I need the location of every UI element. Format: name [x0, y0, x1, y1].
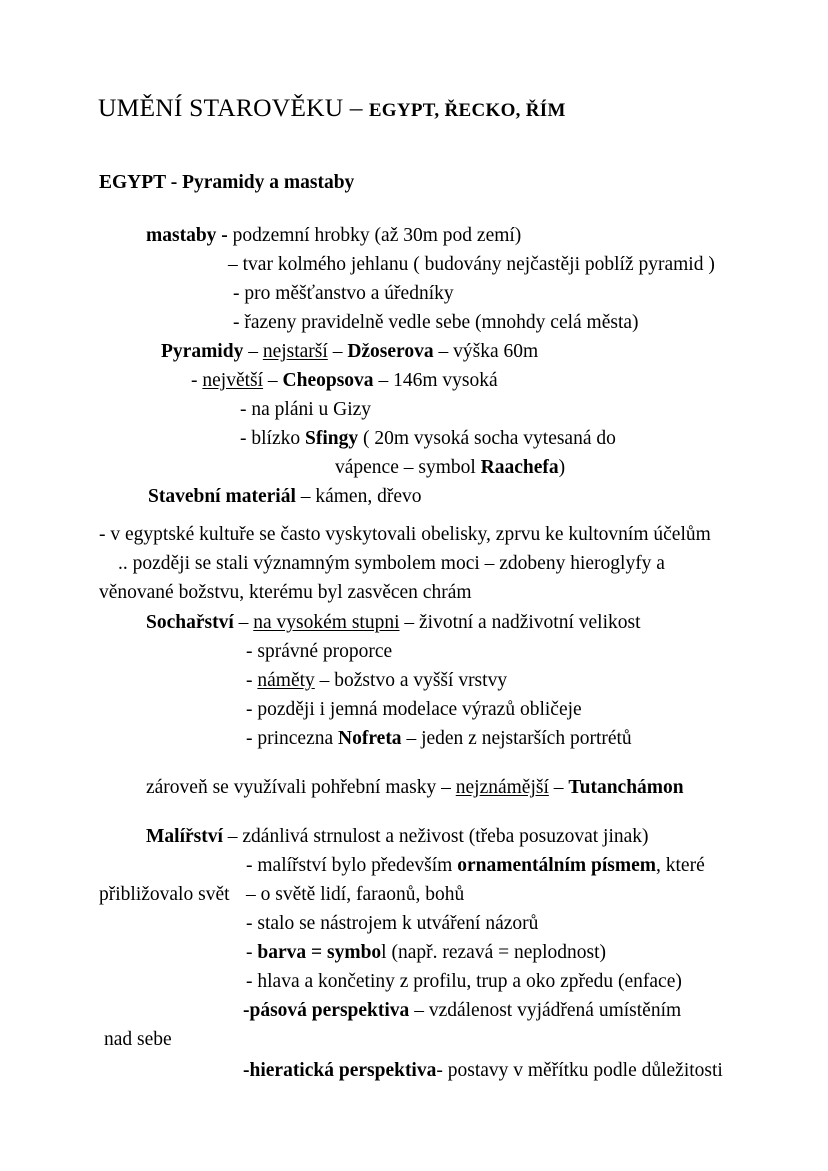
pyramidy-line-2-tail: – 146m vysoká [373, 370, 498, 391]
pyramidy-dzoserova: Džoserova [347, 341, 434, 362]
socharstvi-dash-1: – [233, 612, 254, 633]
pyramidy-line-5 [335, 458, 565, 478]
socharstvi-na-vysokem-stupni: na vysokém stupni [253, 612, 400, 633]
pyramidy-line-4-tail: ( 20m vysoká socha vytesaná do [358, 428, 616, 449]
masky-nejznamejsi: nejznámější [455, 777, 549, 798]
stavebni-material-tail: – kámen, dřevo [295, 486, 422, 507]
malirstvi-line-1-tail: – zdánlivá strnulost a neživost (třeba posuzovat jinak) [222, 826, 649, 847]
malirstvi-hieraticka-perspektiva: -hieratická perspektiva [243, 1060, 437, 1081]
malirstvi-line-9 [243, 1061, 723, 1081]
socharstvi-line-2: - správné proporce [246, 641, 393, 662]
malirstvi-line-2 [246, 856, 705, 876]
socharstvi-line-3-tail: – božstvo a vyšší vrstvy [314, 670, 508, 691]
malirstvi-line-7 [243, 1001, 681, 1021]
obelisky-line-3: věnované božstvu, kterému byl zasvěcen chrám [99, 582, 472, 603]
section-heading-egypt: EGYPT - Pyramidy a mastaby [99, 172, 355, 193]
malirstvi-ornamentalnim-pismem: ornamentálním písmem [457, 855, 656, 876]
pyramidy-cheopsova: Cheopsova [282, 370, 374, 391]
mastaby-line-2: – tvar kolmého jehlanu ( budovány nejčastěji poblíž pyramid ) [228, 254, 715, 275]
malirstvi-line-3-left: přibližovalo svět [99, 884, 230, 905]
malirstvi-line-3-right: – o světě lidí, faraonů, bohů [246, 884, 465, 905]
masky-mid: – [548, 777, 569, 798]
pyramidy-nejvetsi: největší [202, 370, 264, 391]
title-subtitle-text: EGYPT, ŘECKO, ŘÍM [368, 100, 566, 121]
pyramidy-dash-1: – [243, 341, 263, 362]
pyramidy-line-1-tail: – výška 60m [433, 341, 539, 362]
malirstvi-line-5-tail: (např. rezavá = neplodnost) [386, 942, 607, 963]
pyramidy-line-1 [161, 342, 538, 362]
pyramidy-label: Pyramidy [161, 341, 244, 362]
stavebni-material-line [148, 487, 422, 507]
socharstvi-line-1 [146, 613, 641, 633]
malirstvi-line-7-tail: – vzdálenost vyjádřená umístěním [409, 1000, 682, 1021]
obelisky-line-1: - v egyptské kultuře se často vyskytovali obelisky, zprvu ke kultovním účelům [99, 524, 711, 545]
pyramidy-line-5-tail: ) [558, 457, 566, 478]
malirstvi-line-9-tail: - postavy v měřítku podle důležitosti [436, 1060, 723, 1081]
masky-pre: zároveň se využívali pohřební masky – [146, 777, 456, 798]
pyramidy-line-2 [191, 371, 498, 391]
malirstvi-barva-symbol-tail: l [381, 942, 387, 963]
mastaby-line-1 [146, 226, 521, 246]
malirstvi-label: Malířství [146, 826, 223, 847]
pyramidy-line-2-dash: – [263, 370, 283, 391]
socharstvi-namety: náměty [257, 670, 315, 691]
pyramidy-line-2-bullet: - [191, 370, 203, 391]
masky-line [146, 778, 684, 798]
socharstvi-line-3-bullet: - [246, 670, 258, 691]
pyramidy-nejstarsi: nejstarší [262, 341, 328, 362]
pyramidy-sfingy: Sfingy [304, 428, 359, 449]
pyramidy-line-4-pre: - blízko [240, 428, 305, 449]
socharstvi-label: Sochařství [146, 612, 234, 633]
title-main-text: UMĚNÍ STAROVĚKU [98, 93, 344, 122]
masky-tutanchamon: Tutanchámon [568, 777, 684, 798]
malirstvi-barva-symbol: barva = symbo [257, 942, 382, 963]
malirstvi-line-1 [146, 827, 649, 847]
pyramidy-line-3: - na pláni u Gizy [240, 399, 372, 420]
malirstvi-line-2-tail: , které [656, 855, 705, 876]
obelisky-line-2: .. později se stali významným symbolem moci – zdobeny hieroglyfy a [118, 553, 665, 574]
malirstvi-line-4: - stalo se nástrojem k utváření názorů [246, 913, 539, 934]
pyramidy-dash-2: – [327, 341, 348, 362]
malirstvi-line-5-bullet: - [246, 942, 258, 963]
socharstvi-line-4: - později i jemná modelace výrazů obličeje [246, 699, 582, 720]
malirstvi-line-5 [246, 943, 606, 963]
malirstvi-line-2-pre: - malířství bylo především [246, 855, 458, 876]
socharstvi-line-5-tail: – jeden z nejstarších portrétů [401, 728, 632, 749]
pyramidy-line-4 [240, 429, 616, 449]
mastaby-line-4: - řazeny pravidelně vedle sebe (mnohdy celá města) [233, 312, 639, 333]
pyramidy-raachefa: Raachefa [480, 457, 559, 478]
malirstvi-line-6: - hlava a končetiny z profilu, trup a oko zpředu (enface) [246, 971, 682, 992]
socharstvi-line-1-tail: – životní a nadživotní velikost [399, 612, 641, 633]
page-title [98, 95, 566, 121]
socharstvi-line-5-pre: - princezna [246, 728, 339, 749]
socharstvi-line-5 [246, 729, 632, 749]
socharstvi-nofreta: Nofreta [338, 728, 402, 749]
malirstvi-pasova-perspektiva: -pásová perspektiva [243, 1000, 410, 1021]
mastaby-label: mastaby - [146, 225, 233, 246]
mastaby-line-1-text: podzemní hrobky (až 30m pod zemí) [232, 225, 522, 246]
stavebni-material-label: Stavební materiál [148, 486, 296, 507]
pyramidy-line-5-pre: vápence – symbol [335, 457, 481, 478]
malirstvi-line-8-left: nad sebe [104, 1029, 172, 1050]
title-dash: – [343, 93, 369, 122]
socharstvi-line-3 [246, 671, 507, 691]
mastaby-line-3: - pro měšťanstvo a úředníky [233, 283, 454, 304]
